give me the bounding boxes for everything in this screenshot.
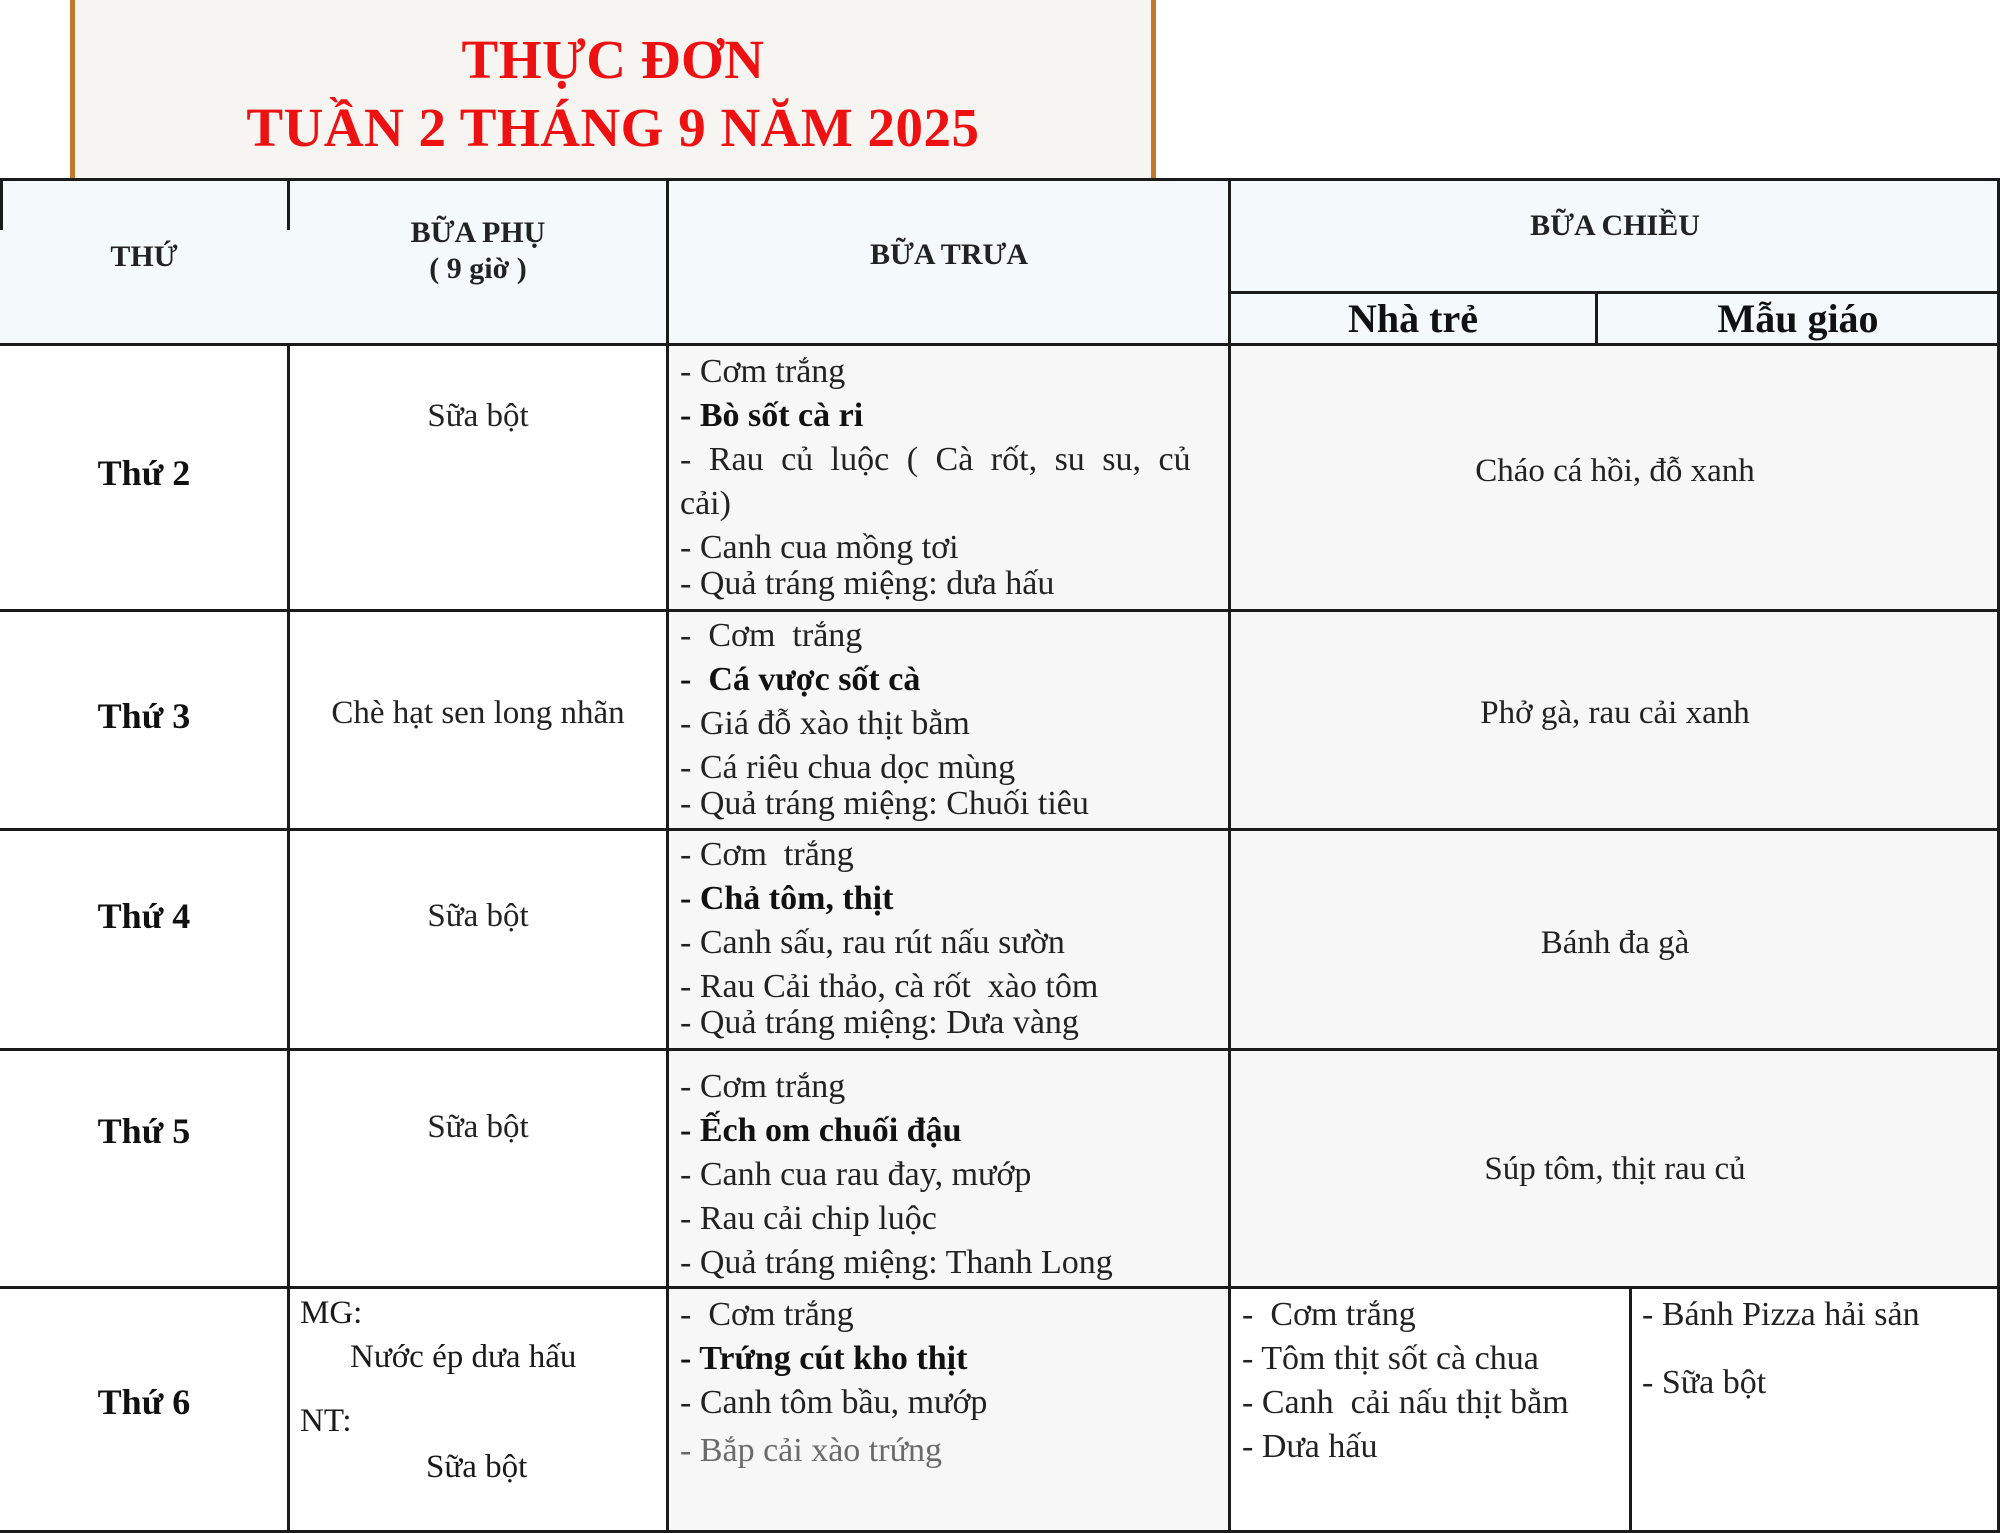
row-day: Thứ 3 bbox=[0, 610, 288, 829]
row-afternoon: Phở gà, rau cải xanh bbox=[1230, 610, 2000, 829]
header-afternoon: BỮA CHIỀU bbox=[1230, 180, 2000, 292]
page-title: THỰC ĐƠN bbox=[461, 29, 765, 90]
row-divider bbox=[0, 609, 2000, 612]
header-split-line bbox=[1230, 291, 2000, 294]
row-afternoon: Bánh đa gà bbox=[1230, 829, 2000, 1049]
row-lunch: - Cơm trắng - Chả tôm, thịt - Canh sấu, rau rút nấu sườn - Rau Cải thảo, cà rốt xào tôm - Quả tráng miệng: Dưa vàng bbox=[668, 829, 1230, 1049]
row-divider bbox=[0, 1048, 2000, 1051]
row-snack: Sữa bột bbox=[288, 829, 668, 1049]
row-lunch: - Cơm trắng - Bò sốt cà ri - Rau củ luộc ( Cà rốt, su su, củ cải) - Canh cua mồng tơi - Quả tráng miệng: dưa hấu bbox=[668, 344, 1230, 610]
row-day: Thứ 2 bbox=[0, 344, 288, 610]
row-afternoon-nursery: - Cơm trắng - Tôm thịt sốt cà chua - Canh cải nấu thịt bằm - Dưa hấu bbox=[1230, 1287, 1630, 1533]
column-divider bbox=[1228, 178, 1231, 1533]
row-lunch: - Cơm trắng - Trứng cút kho thịt - Canh tôm bầu, mướp - Bắp cải xào trứng bbox=[668, 1287, 1230, 1533]
header-kindergarten: Mẫu giáo bbox=[1596, 292, 2000, 344]
row-afternoon: Cháo cá hồi, đỗ xanh bbox=[1230, 344, 2000, 610]
row-afternoon: Súp tôm, thịt rau củ bbox=[1230, 1049, 2000, 1287]
column-divider bbox=[287, 343, 290, 1533]
row-divider bbox=[0, 828, 2000, 831]
row-snack: Chè hạt sen long nhãn bbox=[288, 610, 668, 829]
header-snack: BỮA PHỤ ( 9 giờ ) bbox=[288, 180, 668, 344]
row-day: Thứ 5 bbox=[0, 1049, 288, 1287]
row-snack: Sữa bột bbox=[288, 344, 668, 610]
header-day: THỨ bbox=[0, 180, 288, 344]
row-divider bbox=[0, 1286, 2000, 1289]
row-day: Thứ 6 bbox=[0, 1287, 288, 1533]
column-divider bbox=[1629, 1286, 1632, 1533]
row-snack: Sữa bột bbox=[288, 1049, 668, 1287]
row-snack: MG: Nước ép dưa hấu NT: Sữa bột bbox=[288, 1287, 668, 1533]
column-divider bbox=[666, 178, 669, 1533]
header-bottom-line bbox=[0, 343, 2000, 346]
page-subtitle: TUẦN 2 THÁNG 9 NĂM 2025 bbox=[246, 97, 980, 158]
row-afternoon-kindergarten: - Bánh Pizza hải sản - Sữa bột bbox=[1630, 1287, 2000, 1533]
row-lunch: - Cơm trắng - Cá vược sốt cà - Giá đỗ xào thịt bằm - Cá riêu chua dọc mùng - Quả tráng miệng: Chuối tiêu bbox=[668, 610, 1230, 829]
row-day: Thứ 4 bbox=[0, 829, 288, 1049]
column-divider bbox=[1595, 291, 1598, 346]
table-border-left bbox=[0, 178, 3, 230]
row-lunch: - Cơm trắng - Ếch om chuối đậu - Canh cua rau đay, mướp - Rau cải chip luộc - Quả tráng miệng: Thanh Long bbox=[668, 1049, 1230, 1287]
table-border-top bbox=[0, 178, 2000, 181]
header-lunch: BỮA TRƯA bbox=[668, 180, 1230, 344]
column-divider bbox=[287, 178, 290, 230]
header-nursery: Nhà trẻ bbox=[1230, 292, 1596, 344]
